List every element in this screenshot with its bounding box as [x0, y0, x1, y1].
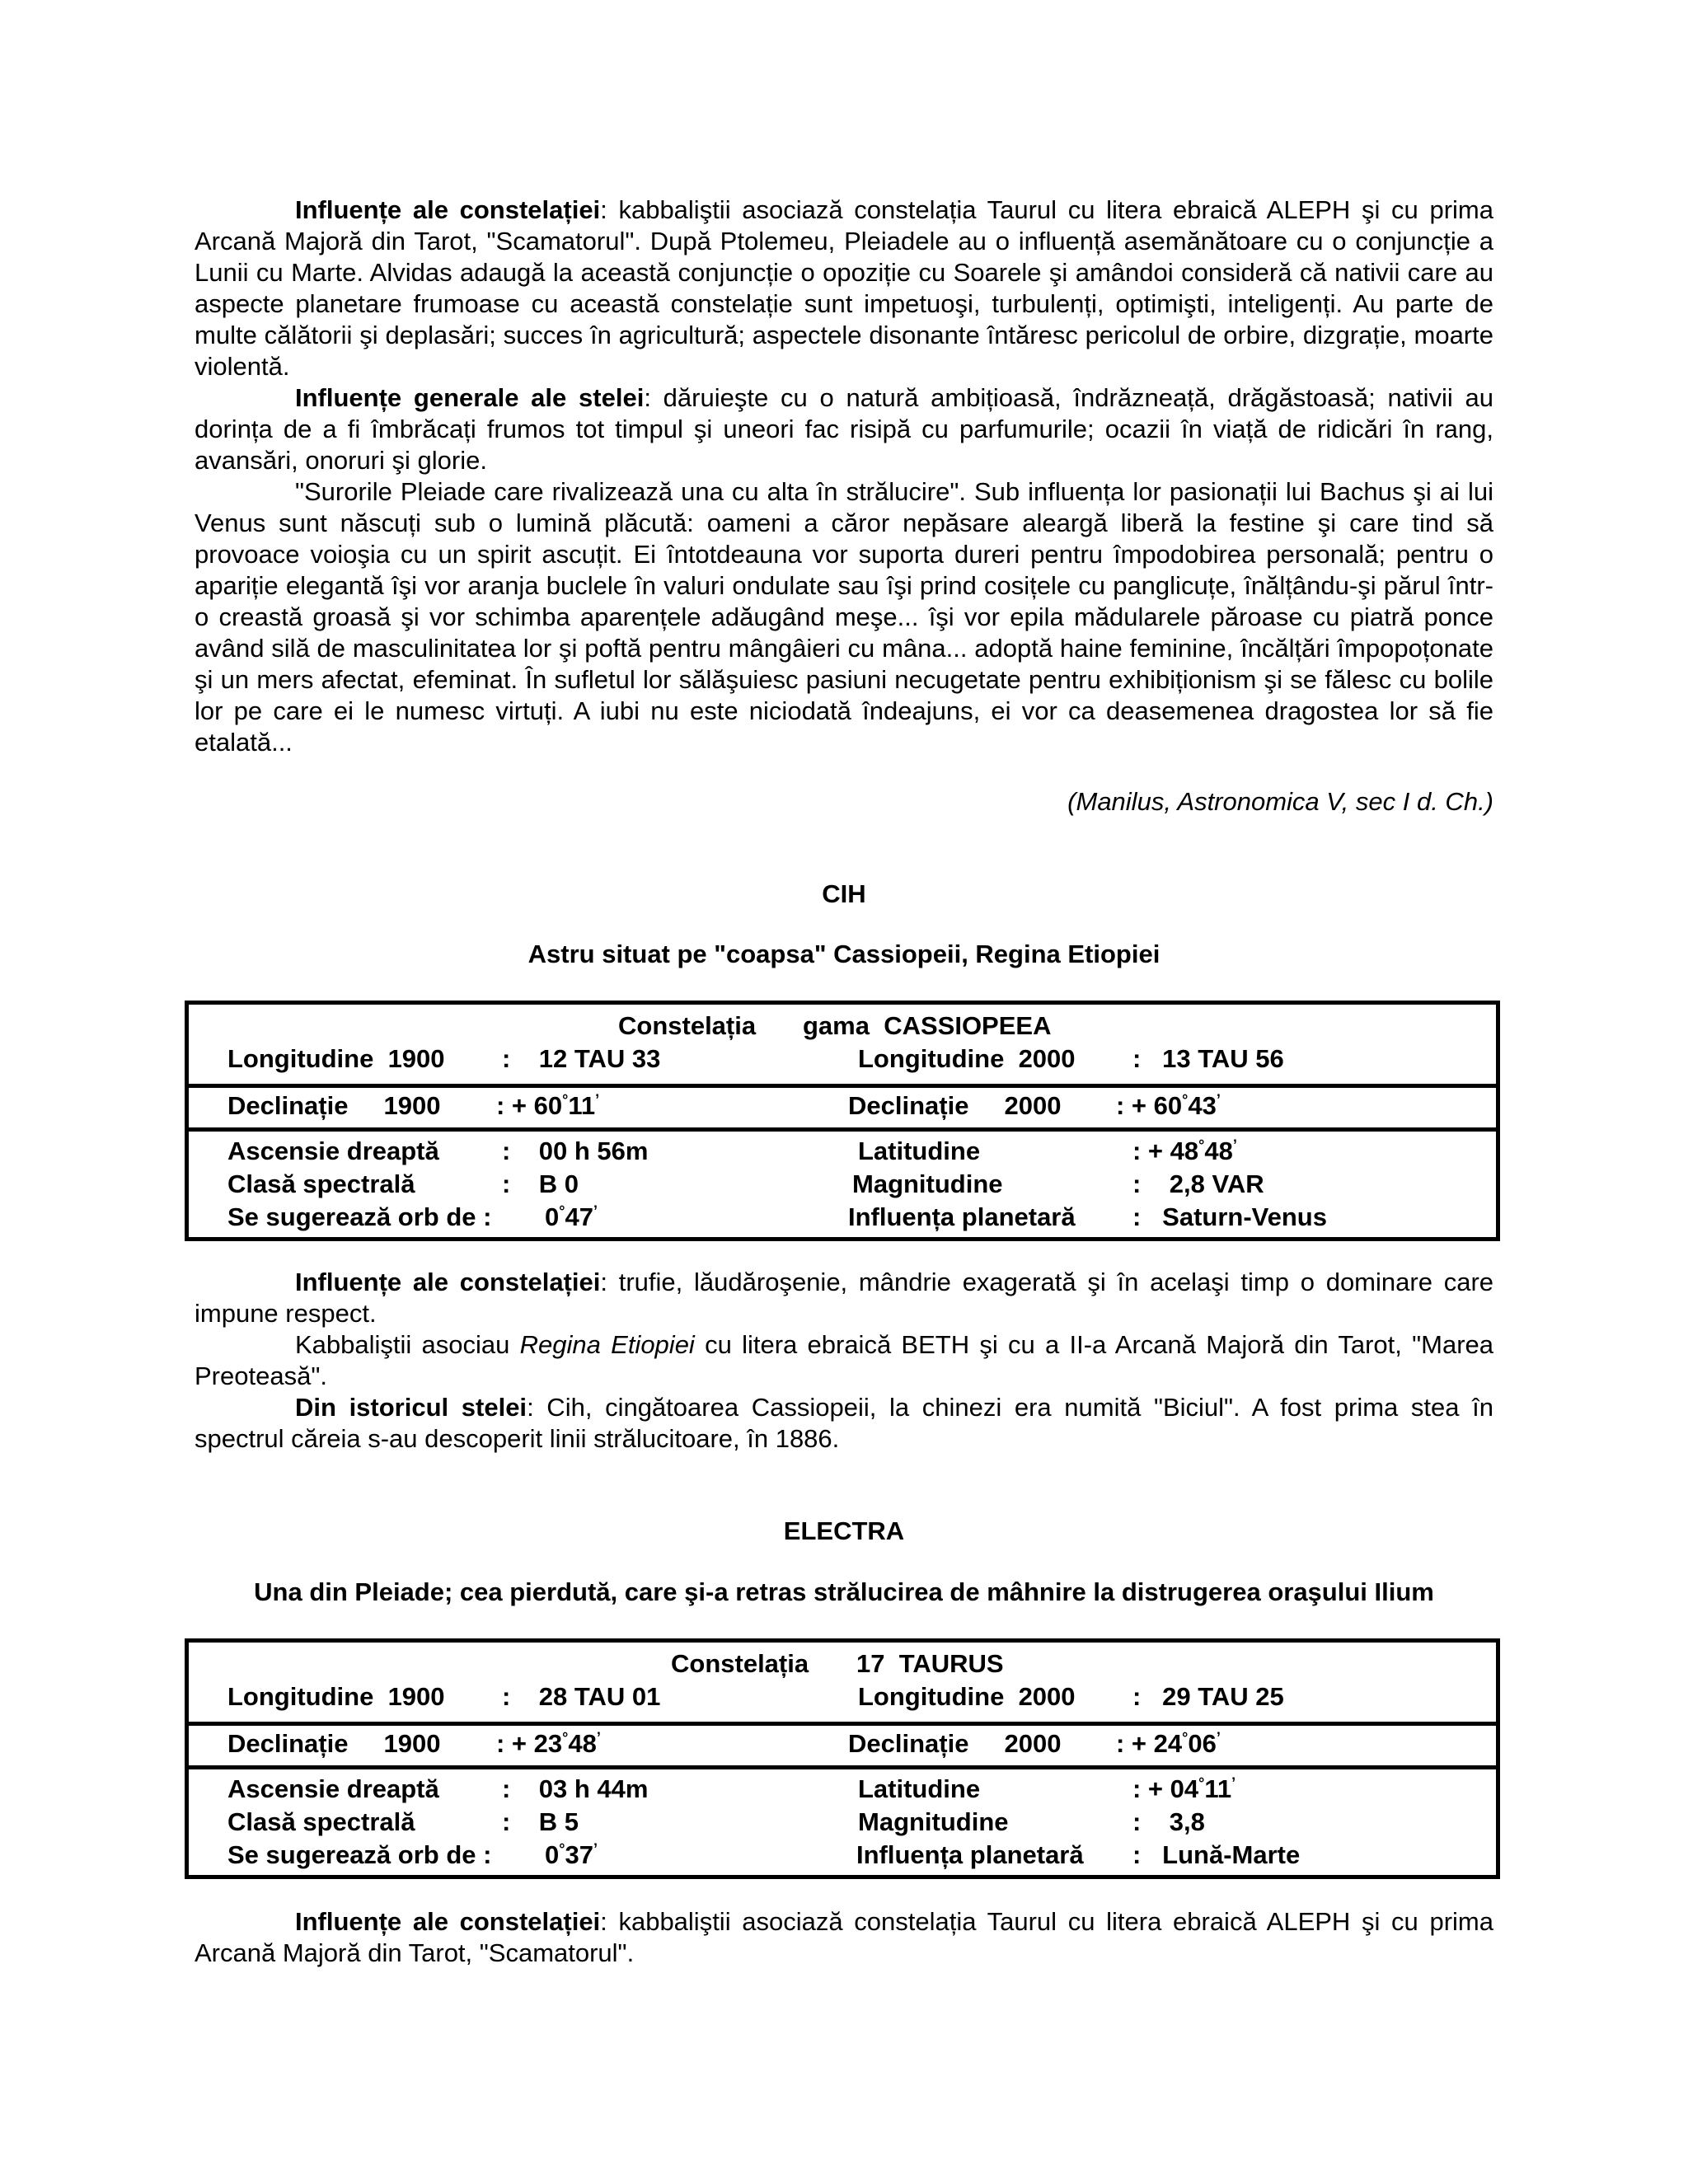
cih-subtitle: Astru situat pe "coapsa" Cassiopeii, Regina Etiopiei: [528, 940, 1160, 968]
electra-mag-value: : 3,8: [1132, 1807, 1205, 1836]
intro-paragraph-constellation: [195, 194, 1493, 382]
cih-table-details-row: [189, 1132, 1496, 1237]
cih-dec2000-value: : + 60°43’: [1116, 1091, 1221, 1120]
electra-infl-label: Influența planetară: [856, 1840, 1084, 1869]
electra-spec-label: Clasă spectrală: [227, 1807, 415, 1836]
cih-orb-value: 0°47’: [545, 1202, 598, 1231]
electra-dec1900-label: Declinație 1900: [227, 1729, 441, 1758]
cih-table-header-row: [189, 1005, 1496, 1084]
cih-long2000-value: : 13 TAU 56: [1132, 1044, 1284, 1073]
cih-dec1900-label: Declinație 1900: [227, 1091, 441, 1120]
cih-dec2000-label: Declinație 2000: [848, 1091, 1062, 1120]
cih-constellation-value: gama CASSIOPEEA: [803, 1011, 1052, 1040]
cih-spec-value: : B 0: [502, 1169, 579, 1198]
electra-lat-label: Latitudine: [858, 1774, 981, 1803]
electra-table-declination-row: [189, 1722, 1496, 1769]
cih-orb-label: Se sugerează orb de :: [227, 1202, 492, 1231]
cih-lat-value: : + 48°48’: [1132, 1137, 1237, 1165]
cih-title: CIH: [822, 879, 866, 908]
electra-dec2000-label: Declinație 2000: [848, 1729, 1062, 1758]
cih-p1-text: : trufie, lăudăroşenie, mândrie exagerată şi în acelaşi timp o dominare care impune respect.: [195, 1268, 1494, 1328]
electra-title: ELECTRA: [783, 1516, 905, 1545]
cih-long1900-value: : 12 TAU 33: [502, 1044, 661, 1073]
intro-paragraph-star: [195, 382, 1493, 476]
electra-mag-label: Magnitudine: [858, 1807, 1009, 1836]
cih-spec-label: Clasă spectrală: [227, 1169, 415, 1198]
cih-infl-label: Influența planetară: [848, 1202, 1076, 1231]
electra-ra-value: : 03 h 44m: [502, 1774, 649, 1803]
cih-mag-label: Magnitudine: [852, 1169, 1003, 1198]
electra-constellation-value: 17 TAURUS: [856, 1649, 1004, 1678]
cih-paragraph-constellation: [195, 1267, 1493, 1329]
cih-p3-label: Din istoricul stelei: [295, 1393, 528, 1422]
intro-citation: (Manilus, Astronomica V, sec I d. Ch.): [1067, 787, 1493, 816]
cih-table-declination-row: [189, 1084, 1496, 1132]
electra-orb-value: 0°37’: [545, 1840, 598, 1869]
electra-constellation-label: Constelația: [671, 1649, 809, 1678]
electra-subtitle: Una din Pleiade; cea pierdută, care şi-a retras strălucirea de mâhnire la distrugerea oraşului Ilium: [254, 1577, 1434, 1606]
electra-star-table: [185, 1638, 1500, 1879]
intro-p1-label: Influențe ale constelației: [295, 195, 601, 224]
intro-p2-text: : dăruieşte cu o natură ambițioasă, îndrăzneață, drăgăstoasă; nativii au dorința de a fi îmbrăcați frumos tot timpul şi uneori fac risipă cu parfumurile; ocazii în viață de ridicări în rang, avansări, onoruri şi glorie.: [195, 383, 1493, 475]
cih-dec1900-value: : + 60°11’: [496, 1091, 600, 1120]
cih-mag-value: : 2,8 VAR: [1132, 1169, 1264, 1198]
electra-long1900-label: Longitudine 1900: [227, 1682, 445, 1711]
cih-paragraph-kabbalah: Kabbaliştii asociau Regina Etiopiei cu litera ebraică BETH şi cu a II-a Arcană Majoră din Tarot, "Marea Preoteasă".: [195, 1330, 1493, 1390]
cih-constellation-label: Constelația: [618, 1011, 757, 1040]
cih-paragraph-history: [195, 1392, 1493, 1455]
intro-paragraph-quote: [195, 476, 1493, 758]
electra-spec-value: : B 5: [502, 1807, 579, 1836]
electra-dec1900-value: : + 23°48’: [496, 1729, 601, 1758]
electra-paragraph-constellation: [195, 1906, 1493, 1969]
intro-p3-text: "Surorile Pleiade care rivalizează una cu alta în strălucire". Sub influența lor pasionații lui Bachus şi ai lui Venus sunt născuți sub o lumină plăcută: oameni a căror nepăsare aleargă liberă la festine şi care tind să provoace voioşia cu un spirit ascuțit. Ei întotdeauna vor suporta dureri pentru împodobirea personală; pentru o apariție elegantă îşi vor aranja buclele în valuri ondulate sau îşi prind cosițele cu panglicuțe, înălțându-şi părul într-o creastă groasă şi vor schimba aparențele adăugând meşe... îşi vor epila mădularele păroase cu piatră ponce având silă de masculinitatea lor şi poftă pentru mângâieri cu mâna... adoptă haine feminine, încălțări împopoțonate şi un mers afectat, efeminat. În sufletul lor sălăşuiesc pasiuni necugetate pentru exhibiționism şi se fălesc cu bolile lor pe care ei le numesc virtuți. A iubi nu este niciodată îndeajuns, ei vor ca deasemenea dragostea lor să fie etalată...: [195, 477, 1493, 757]
cih-p1-label: Influențe ale constelației: [295, 1268, 601, 1296]
electra-long2000-value: : 29 TAU 25: [1132, 1682, 1284, 1711]
cih-p3-text: : Cih, cingătoarea Cassiopeii, la chinezi era numită "Biciul". A fost prima stea în spectrul căreia s-au descoperit linii strălucitoare, în 1886.: [195, 1393, 1494, 1453]
electra-p1-text: : kabbaliştii asociază constelația Taurul cu litera ebraică ALEPH şi cu prima Arcană Majoră din Tarot, "Scamatorul".: [195, 1907, 1493, 1967]
cih-ra-value: : 00 h 56m: [502, 1137, 649, 1165]
electra-long1900-value: : 28 TAU 01: [502, 1682, 661, 1711]
cih-long1900-label: Longitudine 1900: [227, 1044, 445, 1073]
electra-long2000-label: Longitudine 2000: [858, 1682, 1076, 1711]
cih-lat-label: Latitudine: [858, 1137, 981, 1165]
cih-ra-label: Ascensie dreaptă: [227, 1137, 439, 1165]
cih-star-table: [185, 1001, 1500, 1241]
cih-long2000-label: Longitudine 2000: [858, 1044, 1076, 1073]
cih-infl-value: : Saturn-Venus: [1132, 1202, 1327, 1231]
intro-p2-label: Influențe generale ale stelei: [295, 383, 645, 412]
electra-infl-value: : Lună-Marte: [1132, 1840, 1301, 1869]
electra-ra-label: Ascensie dreaptă: [227, 1774, 439, 1803]
electra-lat-value: : + 04°11’: [1132, 1774, 1236, 1803]
intro-p1-text: : kabbaliştii asociază constelația Taurul cu litera ebraică ALEPH şi cu prima Arcană Majoră din Tarot, "Scamatorul". După Ptolemeu, Pleiadele au o influență asemănătoare cu o conjuncție a Lunii cu Marte. Alvidas adaugă la această conjuncție o opoziție cu Soarele şi amândoi consideră că nativii care au aspecte planetare frumoase cu această constelație sunt impetuoşi, turbulenți, optimişti, inteligenți. Au parte de multe călătorii şi deplasări; succes în agricultură; aspectele disonante întăresc pericolul de orbire, dizgrație, moarte violentă.: [195, 195, 1493, 381]
electra-table-header-row: [189, 1643, 1496, 1722]
electra-p1-label: Influențe ale constelației: [295, 1907, 601, 1936]
electra-dec2000-value: : + 24°06’: [1116, 1729, 1221, 1758]
cih-p2-italic: Regina Etiopiei: [519, 1330, 695, 1359]
electra-table-details-row: [189, 1769, 1496, 1875]
electra-orb-label: Se sugerează orb de :: [227, 1840, 492, 1869]
